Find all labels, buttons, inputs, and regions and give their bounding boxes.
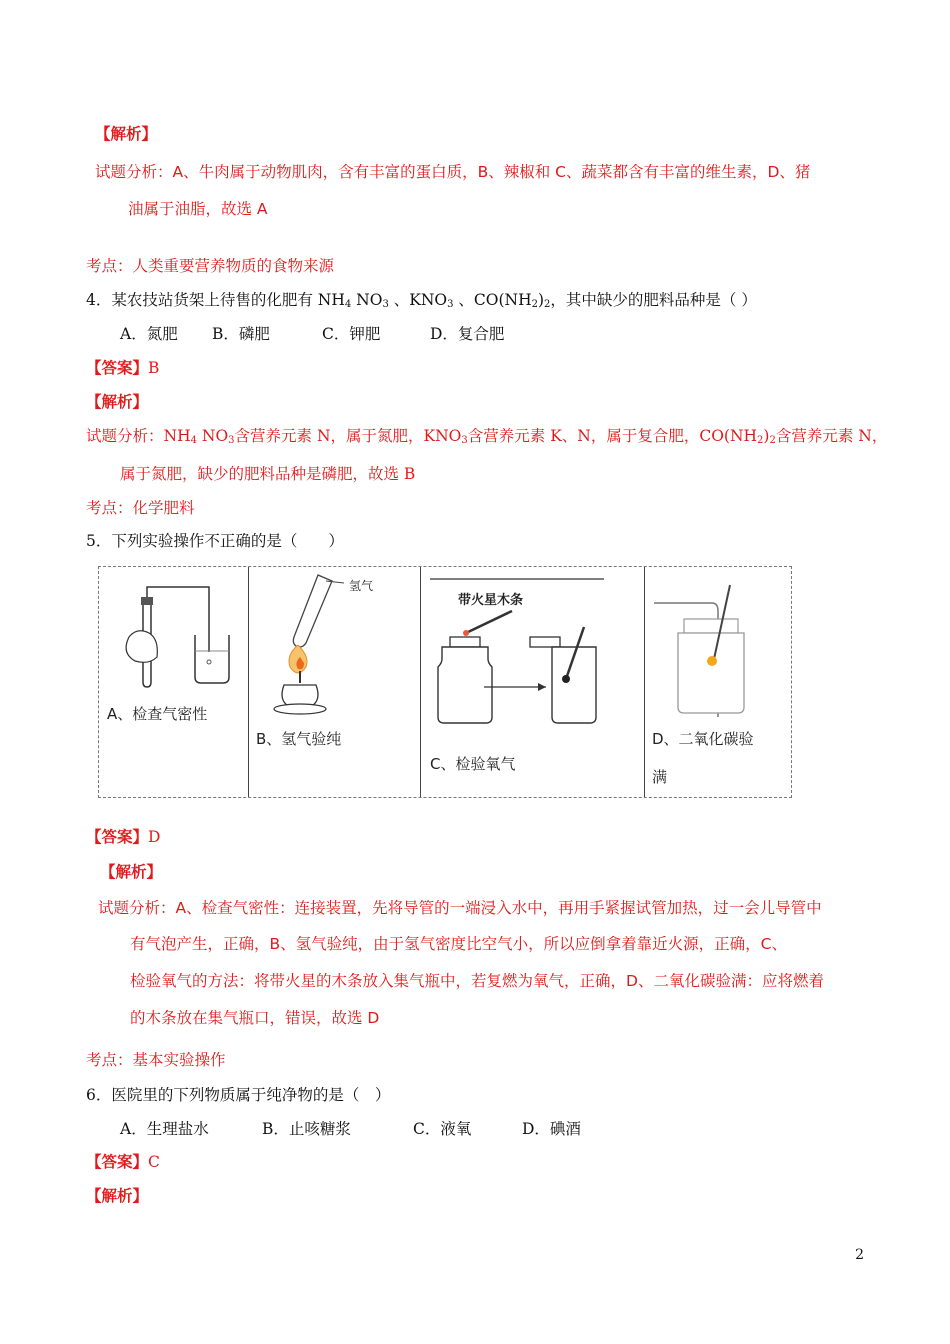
figure-caption-d-line1: D、二氧化碳验 [652, 730, 754, 748]
figure-caption-a: A、检查气密性 [107, 705, 208, 723]
option-d: D．碘酒 [522, 1120, 581, 1138]
analysis-text-line: 试题分析：A、牛肉属于动物肌肉，含有丰富的蛋白质，B、辣椒和 C、蔬菜都含有丰富的维生素，D、猪 [95, 163, 811, 181]
stem-part: 、KNO [388, 291, 448, 309]
kaodian-text: 考点：人类重要营养物质的食物来源 [86, 257, 335, 275]
subscript: 3 [447, 299, 454, 310]
stem-part: ，其中缺少的肥料品种是（ ） [550, 291, 757, 309]
text-part: 含营养元素 N， [775, 427, 888, 445]
subscript: 2 [757, 435, 764, 446]
option-c: C．钾肥 [322, 325, 381, 343]
figure-caption-c: C、检验氧气 [430, 755, 516, 773]
analysis-text-line [86, 426, 887, 451]
analysis-text-line: 油属于油脂，故选 A [128, 200, 268, 218]
figure-caption-b: B、氢气验纯 [256, 730, 342, 748]
option-a: A．生理盐水 [120, 1120, 209, 1138]
answer-value: B [148, 359, 160, 377]
option-c: C．液氧 [413, 1120, 472, 1138]
option-b: B．磷肥 [212, 325, 270, 343]
text-part: NO [196, 427, 229, 445]
analysis-heading: 【解析】 [95, 124, 158, 143]
figure-cell-c [420, 567, 645, 797]
subscript: 4 [344, 299, 352, 310]
option-d: D．复合肥 [430, 325, 505, 343]
analysis-heading: 【解析】 [86, 1186, 149, 1205]
answer-line [86, 1152, 160, 1172]
figure-cell-a [99, 567, 249, 797]
analysis-text-line: 的木条放在集气瓶口，错误，故选 D [130, 1009, 380, 1027]
analysis-heading: 【解析】 [100, 862, 163, 881]
question-4-stem [86, 290, 757, 315]
subscript: 3 [461, 435, 468, 446]
analysis-text-line: 试题分析：A、检查气密性：连接装置，先将导管的一端浸入水中，再用手紧握试管加热，过一会儿导管中 [98, 899, 822, 917]
stem-part: ) [537, 291, 545, 309]
subscript: 3 [228, 435, 235, 446]
answer-value: D [148, 828, 161, 846]
answer-line [86, 827, 160, 847]
analysis-heading: 【解析】 [86, 392, 149, 411]
airtightness-check-icon [99, 567, 248, 797]
subscript: 2 [544, 299, 551, 310]
text-part: 试题分析：NH [86, 427, 191, 445]
option-a: A．氮肥 [120, 325, 178, 343]
stem-part: 4．某农技站货架上待售的化肥有 NH [86, 291, 345, 309]
text-part: 含营养元素 K、N，属于复合肥，CO(NH [467, 427, 758, 445]
analysis-text-line: 有气泡产生，正确，B、氢气验纯，由于氢气密度比空气小，所以应倒拿着靠近火源，正确，C、 [130, 935, 787, 953]
answer-line [86, 358, 159, 378]
hydrogen-label: 氢气 [349, 579, 374, 593]
subscript: 2 [769, 435, 776, 446]
answer-value: C [148, 1153, 160, 1171]
stick-label: 带火星木条 [458, 593, 524, 608]
text-part: 含营养元素 N，属于氮肥，KNO [234, 427, 462, 445]
kaodian-text: 考点：基本实验操作 [86, 1051, 226, 1069]
experiment-figure [98, 566, 792, 798]
figure-cell-d [644, 567, 791, 797]
co2-full-test-icon [644, 567, 791, 797]
figure-caption-d-line2: 满 [652, 768, 668, 786]
figure-cell-b [248, 567, 421, 797]
text-part: ) [763, 427, 770, 445]
analysis-text-line: 检验氧气的方法：将带火星的木条放入集气瓶中，若复燃为氧气，正确，D、二氧化碳验满：应将燃着 [130, 972, 824, 990]
page-number: 2 [855, 1247, 864, 1263]
stem-part: NO [351, 291, 383, 309]
subscript: 2 [531, 299, 538, 310]
hydrogen-purity-test-icon [248, 567, 420, 797]
analysis-text-line: 属于氮肥，缺少的肥料品种是磷肥，故选 B [120, 465, 416, 483]
subscript: 3 [382, 299, 389, 310]
answer-label: 【答案】 [86, 358, 149, 377]
answer-label: 【答案】 [86, 1152, 149, 1171]
stem-part: 、CO(NH [453, 291, 532, 309]
answer-label: 【答案】 [86, 827, 149, 846]
subscript: 4 [190, 435, 197, 446]
question-6-stem: 6．医院里的下列物质属于纯净物的是（ ） [86, 1086, 391, 1104]
option-b: B．止咳糖浆 [262, 1120, 351, 1138]
question-5-stem: 5．下列实验操作不正确的是（ ） [86, 532, 344, 550]
kaodian-text: 考点：化学肥料 [86, 499, 195, 517]
